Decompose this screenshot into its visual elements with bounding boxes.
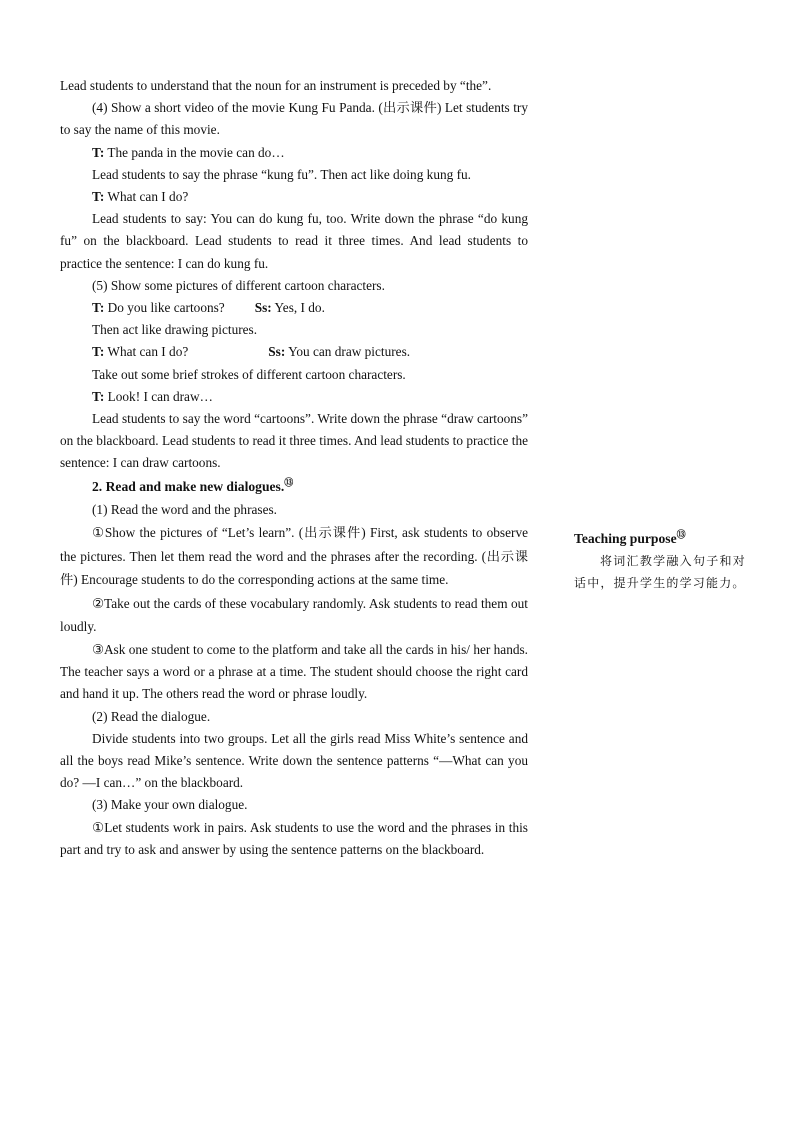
speaker-label: T:: [92, 344, 105, 360]
paragraph: (5) Show some pictures of different cartoon characters.: [92, 277, 385, 293]
paragraph: (2) Read the dialogue.: [92, 708, 211, 724]
paragraph: ③Ask one student to come to the platform and take all the cards in his/ her hands. The teacher says a word or a phrase at a time. The student should choose the right card and hand it up. The others read the word or phrase loudly.: [60, 642, 528, 702]
paragraph: Divide students into two groups. Let all the girls read Miss White’s sentence and all the boys read Mike’s sentence. Write down the sentence patterns “—What can you do? —I can…” on the blackboard.: [60, 730, 528, 791]
speaker-label: T:: [92, 189, 105, 205]
section-heading: [60, 476, 528, 498]
paragraph: ②Take out the cards of these vocabulary randomly. Ask students to read them out loudly.: [60, 595, 528, 635]
paragraph: ①Let students work in pairs. Ask students to use the word and the phrases in this part and try to ask and answer by using the sentence patterns on the blackboard.: [60, 819, 528, 857]
dialogue-text: The panda in the movie can do…: [104, 144, 285, 160]
dialogue-line: [60, 386, 528, 408]
dialogue-text: Do you like cartoons?: [104, 300, 225, 316]
paragraph: (3) Make your own dialogue.: [92, 797, 248, 813]
sidebar-title: [574, 528, 746, 550]
dialogue-text: What can I do?: [104, 189, 189, 205]
speaker-label: Ss:: [268, 344, 286, 360]
paragraph: Lead students to understand that the noun for an instrument is preceded by “the”.: [60, 78, 492, 93]
speaker-label: T:: [92, 144, 105, 160]
sidebar-title-text: Teaching purpose: [574, 531, 677, 546]
paragraph: ①Show the pictures of “Let’s learn”. (出示课件) First, ask students to observe the pictures. Then let them read the word and the phrases after the recording. (出示课件) Encourage students to do the corresponding actions at the same time.: [60, 525, 528, 588]
speaker-label: T:: [92, 300, 105, 316]
dialogue-text: What can I do?: [104, 344, 189, 360]
paragraph: Lead students to say the phrase “kung fu”. Then act like doing kung fu.: [92, 166, 471, 182]
speaker-label: T:: [92, 388, 105, 404]
footnote-marker: ⑬: [284, 477, 294, 488]
paragraph: Take out some brief strokes of different cartoon characters.: [92, 366, 406, 382]
dialogue-line: [60, 142, 528, 164]
paragraph: Lead students to say the word “cartoons”. Write down the phrase “draw cartoons” on the blackboard. Lead students to read it three times. And lead students to practice the sentence: I can draw cartoons.: [60, 411, 528, 471]
paragraph: Lead students to say: You can do kung fu, too. Write down the phrase “do kung fu” on the blackboard. Lead students to read it three times. And lead students to practice the sentence: I can do kung fu.: [60, 211, 528, 271]
dialogue-text: Yes, I do.: [271, 300, 325, 316]
lesson-plan-body: [60, 75, 528, 861]
speaker-label: Ss:: [254, 300, 272, 316]
sidebar-text: 将词汇教学融入句子和对话中，提升学生的学习能力。: [574, 554, 746, 590]
dialogue-line: [60, 297, 528, 319]
dialogue-text: You can draw pictures.: [285, 344, 411, 360]
footnote-marker: ⑬: [676, 529, 686, 540]
paragraph: (4) Show a short video of the movie Kung Fu Panda. (出示课件) Let students try to say the name of this movie.: [60, 100, 528, 138]
dialogue-line: [60, 186, 528, 208]
teaching-purpose-sidebar: [574, 528, 746, 594]
section-heading-text: 2. Read and make new dialogues.: [92, 478, 285, 494]
paragraph: Then act like drawing pictures.: [92, 322, 258, 338]
dialogue-text: Look! I can draw…: [104, 388, 213, 404]
paragraph: (1) Read the word and the phrases.: [92, 501, 277, 517]
dialogue-line: [60, 341, 528, 363]
